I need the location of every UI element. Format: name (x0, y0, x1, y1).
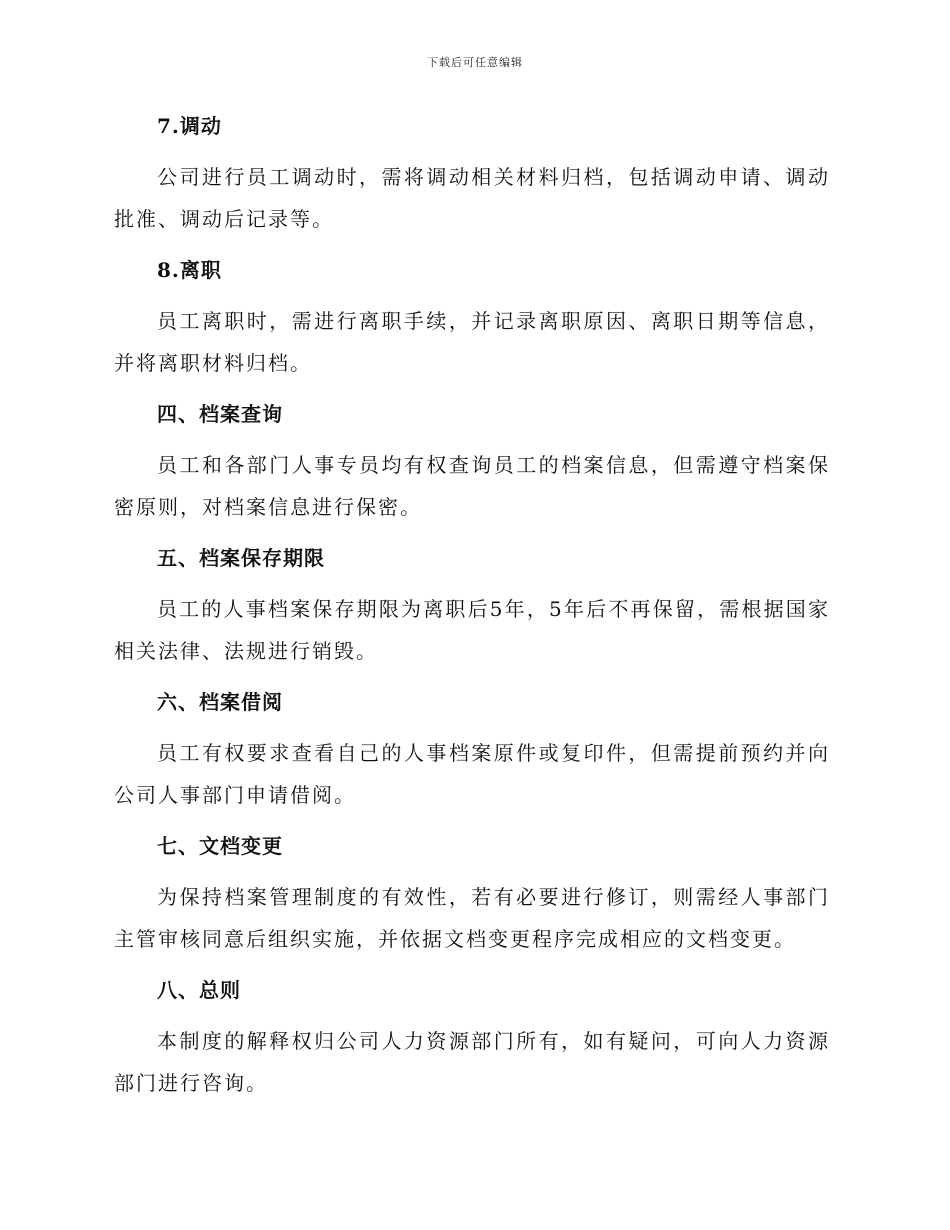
section-heading: 七、文档变更 (157, 834, 283, 858)
document-body (114, 110, 830, 1104)
section-paragraph: 员工离职时，需进行离职手续，并记录离职原因、离职日期等信息，并将离职材料归档。 (114, 309, 830, 375)
section-paragraph: 本制度的解释权归公司人力资源部门所有，如有疑问，可向人力资源部门进行咨询。 (114, 1029, 830, 1095)
section-paragraph: 员工的人事档案保存期限为离职后5年，5年后不再保留，需根据国家相关法律、法规进行销毁。 (114, 597, 830, 663)
section-paragraph: 员工和各部门人事专员均有权查询员工的档案信息，但需遵守档案保密原则，对档案信息进行保密。 (114, 453, 830, 519)
section-heading: 四、档案查询 (157, 402, 283, 426)
section-retention-period (114, 542, 830, 686)
header-note: 下载后可任意编辑 (427, 56, 523, 69)
section-document-change (114, 830, 830, 974)
section-paragraph: 为保持档案管理制度的有效性，若有必要进行修订，则需经人事部门主管审核同意后组织实施，并依据文档变更程序完成相应的文档变更。 (114, 885, 830, 951)
section-heading: 8.离职 (157, 258, 222, 282)
section-heading: 八、总则 (157, 978, 241, 1002)
section-resignation (114, 254, 830, 398)
section-heading: 7.调动 (157, 114, 222, 138)
section-archive-borrowing (114, 686, 830, 830)
section-paragraph: 公司进行员工调动时，需将调动相关材料归档，包括调动申请、调动批准、调动后记录等。 (114, 165, 830, 231)
section-general-provisions (114, 974, 830, 1104)
section-heading: 六、档案借阅 (157, 690, 283, 714)
section-transfer (114, 110, 830, 254)
section-heading: 五、档案保存期限 (157, 546, 325, 570)
section-archive-query (114, 398, 830, 542)
section-paragraph: 员工有权要求查看自己的人事档案原件或复印件，但需提前预约并向公司人事部门申请借阅。 (114, 741, 830, 807)
